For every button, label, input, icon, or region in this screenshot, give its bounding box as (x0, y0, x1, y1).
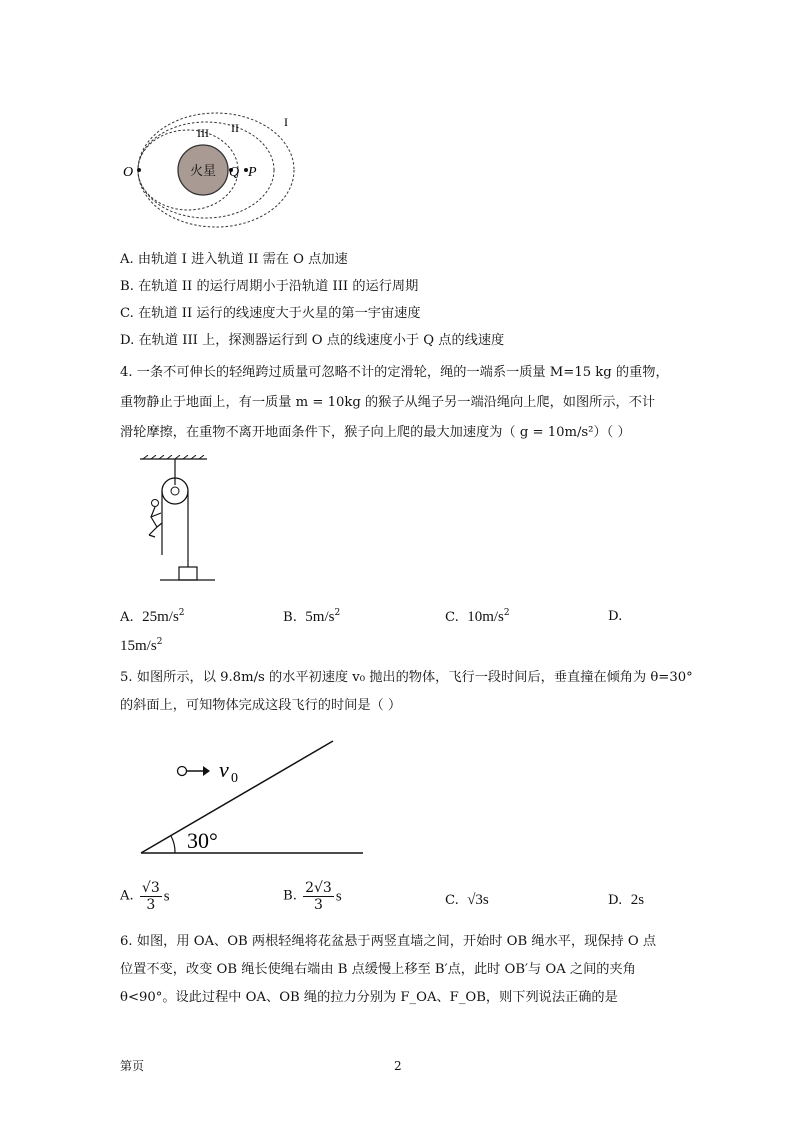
pulley-figure (135, 455, 215, 590)
footer-left: 第页 (120, 1059, 145, 1073)
ball-icon (178, 767, 187, 776)
q4-option-a: A. $25m/s^2$ (120, 608, 185, 625)
label-III: III (197, 126, 209, 140)
q6-line-3: θ<90°。设此过程中 OA、OB 绳的拉力分别为 F_OA、F_OB，则下列说法正确的是 (120, 990, 618, 1005)
weight-block (179, 567, 197, 580)
label-planet: 火星 (190, 163, 217, 178)
label-I: I (284, 115, 288, 129)
q3-option-a: A. 由轨道 I 进入轨道 II 需在 O 点加速 (120, 252, 348, 267)
label-II: II (231, 121, 239, 135)
q4-option-d-value: $15m/s^2$ (120, 637, 163, 654)
angle-label: 30° (187, 828, 218, 853)
q3-option-d: D. 在轨道 III 上，探测器运行到 O 点的线速度小于 Q 点的线速度 (120, 333, 505, 348)
q4-line-3: 滑轮摩擦，在重物不离开地面条件下，猴子向上爬的最大加速度为（ g = 10m/s²）（ ） (120, 425, 631, 440)
q5-line-2: 的斜面上，可知物体完成这段飞行的时间是（ ） (120, 698, 402, 713)
q6-line-2: 位置不变，改变 OB 绳长使绳右端由 B 点缓慢上移至 B′点，此时 OB′与 OA 之间的夹角 (120, 962, 636, 977)
label-Q: Q (229, 165, 240, 180)
page-number: 2 (394, 1059, 402, 1073)
q4-option-c: C. $10m/s^2$ (445, 608, 510, 625)
monkey-icon (152, 500, 159, 507)
label-O: O (123, 165, 134, 180)
q3-option-b: B. 在轨道 II 的运行周期小于沿轨道 III 的运行周期 (120, 279, 419, 294)
velocity-label: v (219, 757, 229, 782)
velocity-subscript: 0 (231, 771, 238, 786)
q5-option-a: A. $\frac{√3}{3}$ s (120, 880, 170, 913)
q5-line-1: 5. 如图所示，以 9.8m/s 的水平初速度 v₀ 抛出的物体，飞行一段时间后，垂直撞在倾角为 θ=30° (120, 670, 693, 685)
q6-line-1: 6. 如图，用 OA、OB 两根轻绳将花盆悬于两竖直墙之间，开始时 OB 绳水平，现保持 O 点 (120, 934, 657, 949)
q5-option-c: C. √3s (445, 892, 489, 908)
incline-figure (135, 735, 370, 860)
q4-line-1: 4. 一条不可伸长的轻绳跨过质量可忽略不计的定滑轮，绳的一端系一质量 M=15 kg 的重物， (120, 365, 669, 380)
q4-option-b: B. $5m/s^2$ (283, 608, 341, 625)
mars-orbit-figure (118, 108, 318, 238)
q4-option-d-prefix: D. (608, 609, 623, 624)
label-P: P (248, 165, 257, 180)
q4-line-2: 重物静止于地面上，有一质量 m = 10kg 的猴子从绳子另一端沿绳向上爬，如图所示，不计 (120, 395, 656, 410)
q3-option-c: C. 在轨道 II 运行的线速度大于火星的第一宇宙速度 (120, 306, 421, 321)
q5-option-b: B. $\frac{2√3}{3}$ s (283, 880, 342, 913)
q5-option-d: D. 2s (608, 892, 645, 908)
